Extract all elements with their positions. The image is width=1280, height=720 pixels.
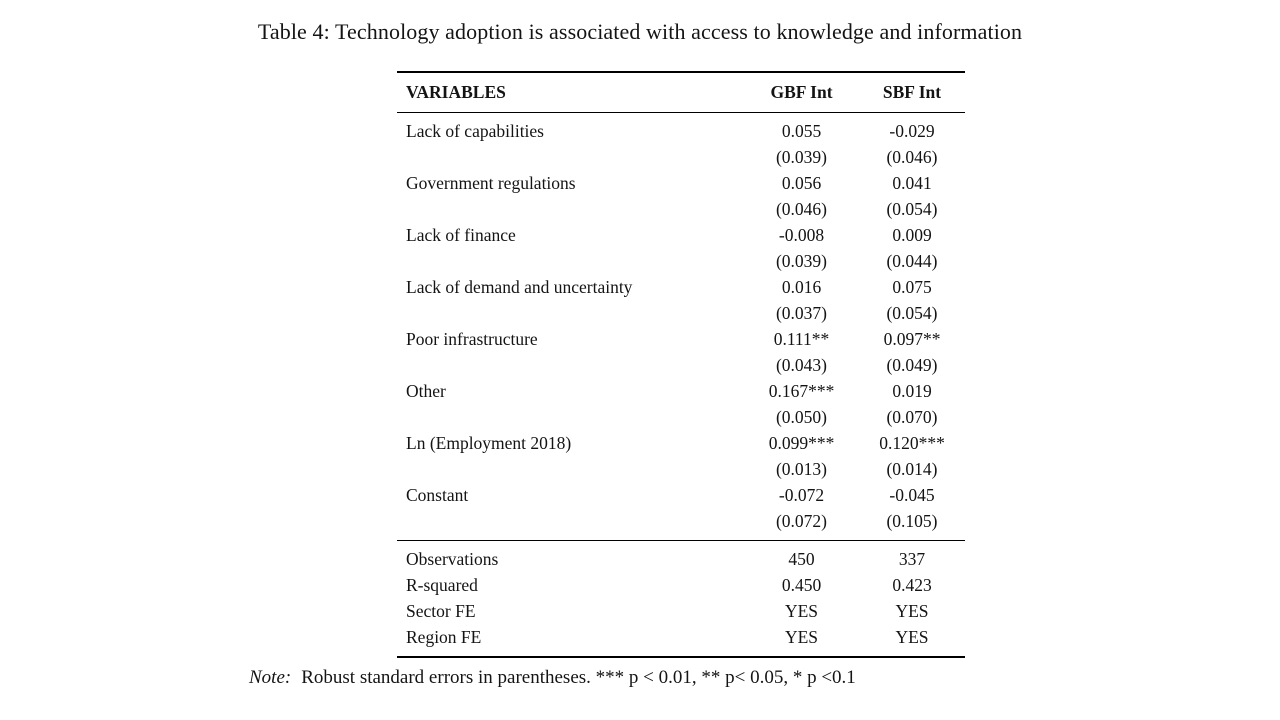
summary-row: [397, 540, 965, 572]
gbf-summary-cell: YES: [784, 626, 819, 647]
coef-row: [397, 326, 965, 352]
coefficients-section: [397, 112, 965, 540]
se-row: [397, 144, 965, 170]
variable-label-cell: Lack of demand and uncertainty: [406, 276, 633, 297]
gbf-coef-cell: 0.056: [781, 172, 822, 193]
gbf-se-cell: (0.043): [775, 354, 828, 375]
sbf-coef-cell: -0.029: [889, 120, 935, 141]
regression-table: [397, 71, 965, 658]
regression-table-container: [397, 71, 965, 658]
sbf-se-cell: (0.070): [886, 406, 938, 427]
variable-label-cell: Poor infrastructure: [406, 328, 538, 349]
sbf-summary-cell: 0.423: [892, 574, 932, 595]
variable-label-cell: [397, 404, 744, 430]
sbf-summary-cell: YES: [895, 600, 929, 621]
sbf-summary-cell: YES: [895, 626, 929, 647]
variable-label-cell: Constant: [406, 484, 469, 505]
gbf-se-cell: (0.046): [775, 198, 828, 219]
coef-row: [397, 222, 965, 248]
gbf-se-cell: (0.039): [775, 146, 828, 167]
sbf-se-cell: (0.044): [886, 250, 938, 271]
variable-label-cell: [397, 300, 744, 326]
variable-label-cell: Government regulations: [406, 172, 576, 193]
header-gbf-int: GBF Int: [744, 72, 859, 112]
table-caption: Table 4: Technology adoption is associated with access to knowledge and information: [257, 19, 1023, 44]
table-header: [397, 72, 965, 112]
variable-label-cell: Other: [406, 380, 446, 401]
se-row: [397, 196, 965, 222]
gbf-se-cell: (0.039): [775, 250, 828, 271]
gbf-coef-cell: -0.072: [778, 484, 825, 505]
summary-label-cell: Sector FE: [406, 600, 476, 621]
gbf-se-cell: (0.050): [775, 406, 828, 427]
summary-section: [397, 540, 965, 657]
header-sbf-int: SBF Int: [859, 72, 965, 112]
sbf-coef-cell: 0.041: [892, 172, 932, 193]
sbf-se-cell: (0.014): [886, 458, 938, 479]
sbf-coef-cell: 0.009: [892, 224, 932, 245]
note-text: Robust standard errors in parentheses. *** p < 0.01, ** p< 0.05, * p <0.1: [301, 667, 856, 688]
gbf-summary-cell: YES: [784, 600, 819, 621]
se-row: [397, 508, 965, 541]
gbf-coef-cell: 0.016: [781, 276, 822, 297]
sbf-se-cell: (0.046): [886, 146, 938, 167]
summary-label-cell: Region FE: [406, 626, 482, 647]
coef-row: [397, 274, 965, 300]
variable-label-cell: [397, 508, 744, 541]
gbf-coef-cell: -0.008: [778, 224, 825, 245]
summary-row: [397, 572, 965, 598]
coef-row: [397, 170, 965, 196]
gbf-summary-cell: 0.450: [781, 574, 822, 595]
header-row: [397, 72, 965, 112]
sbf-coef-cell: 0.120***: [879, 432, 945, 453]
header-variables: VARIABLES: [397, 72, 744, 112]
sbf-coef-cell: 0.019: [892, 380, 932, 401]
gbf-coef-cell: 0.111**: [773, 328, 830, 349]
note-label: Note:: [249, 667, 292, 688]
sbf-se-cell: (0.105): [886, 510, 938, 531]
variable-label-cell: Lack of finance: [406, 224, 516, 245]
gbf-coef-cell: 0.167***: [768, 380, 835, 401]
sbf-summary-cell: 337: [898, 548, 926, 569]
sbf-se-cell: (0.054): [886, 302, 938, 323]
coef-row: [397, 378, 965, 404]
table-note: [249, 666, 856, 690]
sbf-se-cell: (0.049): [886, 354, 938, 375]
gbf-se-cell: (0.072): [775, 510, 828, 531]
summary-label-cell: R-squared: [406, 574, 478, 595]
sbf-coef-cell: 0.097**: [883, 328, 941, 349]
gbf-se-cell: (0.037): [775, 302, 828, 323]
sbf-se-cell: (0.054): [886, 198, 938, 219]
se-row: [397, 456, 965, 482]
sbf-coef-cell: 0.075: [892, 276, 932, 297]
coef-row: [397, 430, 965, 456]
sbf-coef-cell: -0.045: [889, 484, 935, 505]
gbf-coef-cell: 0.099***: [768, 432, 835, 453]
gbf-summary-cell: 450: [788, 548, 815, 569]
variable-label-cell: [397, 352, 744, 378]
variable-label-cell: Ln (Employment 2018): [406, 432, 572, 453]
summary-label-cell: Observations: [406, 548, 499, 569]
summary-row: [397, 598, 965, 624]
variable-label-cell: [397, 248, 744, 274]
summary-row: [397, 624, 965, 657]
coef-row: [397, 112, 965, 144]
se-row: [397, 352, 965, 378]
variable-label-cell: [397, 144, 744, 170]
variable-label-cell: Lack of capabilities: [406, 120, 544, 141]
variable-label-cell: [397, 456, 744, 482]
se-row: [397, 248, 965, 274]
se-row: [397, 300, 965, 326]
se-row: [397, 404, 965, 430]
gbf-se-cell: (0.013): [775, 458, 828, 479]
variable-label-cell: [397, 196, 744, 222]
coef-row: [397, 482, 965, 508]
gbf-coef-cell: 0.055: [781, 120, 822, 141]
